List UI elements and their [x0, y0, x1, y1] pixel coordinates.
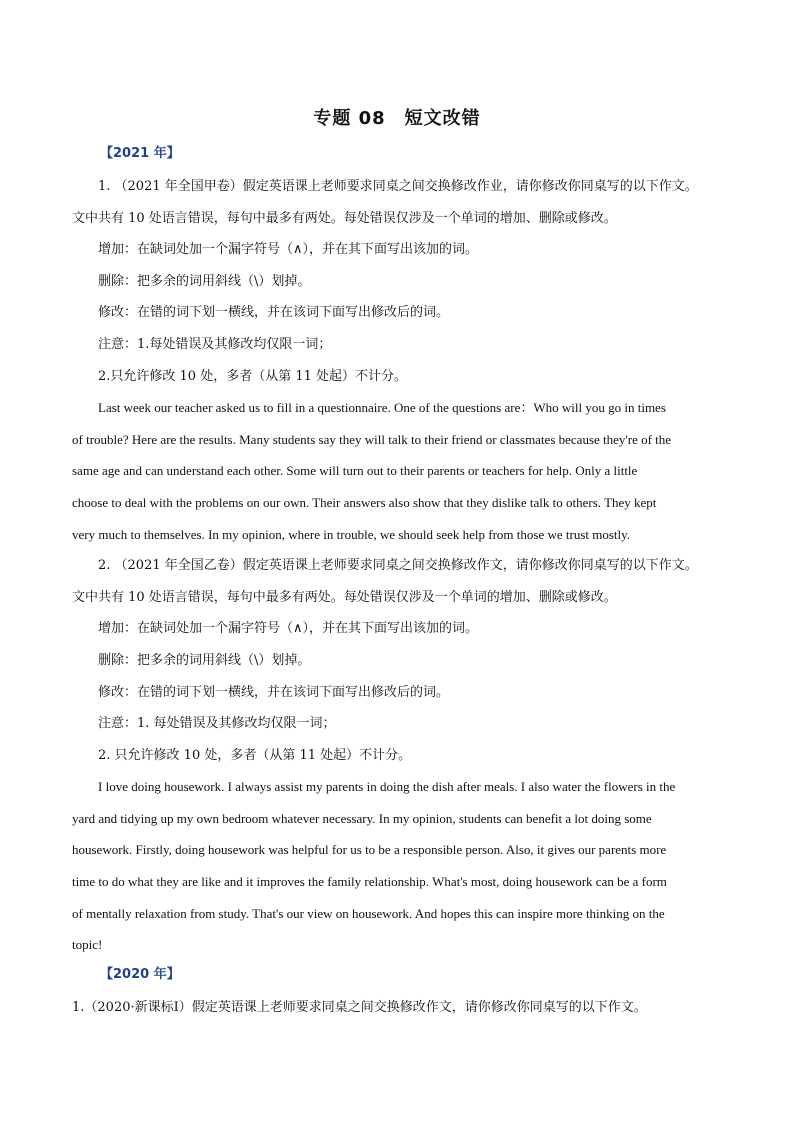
passage-line: housework. Firstly, doing housework was helpful for us to be a responsible person. Also, it gives our parents more: [72, 842, 667, 858]
instruction-delete: 删除：把多余的词用斜线（\）划掉。: [98, 652, 311, 668]
question-1-2021: [72, 171, 726, 550]
question-2-2021: [72, 550, 726, 961]
section-header-2020: 【2020 年】: [100, 966, 180, 982]
passage-line: time to do what they are like and it improves the family relationship. What's most, doing housework can be a form: [72, 874, 667, 890]
note-1: 注意：1.每处错误及其修改均仅限一词；: [98, 336, 332, 352]
passage-line: topic!: [72, 937, 103, 953]
instruction-modify: 修改：在错的词下划一横线，并在该词下面写出修改后的词。: [98, 305, 450, 321]
note-2: 2. 只允许修改 10 处，多者（从第 11 处起）不计分。: [98, 747, 412, 763]
passage-line: of mentally relaxation from study. That's our view on housework. And hopes this can inspire more thinking on the: [72, 905, 665, 921]
passage-line: yard and tidying up my own bedroom whatever necessary. In my opinion, students can benefit a lot doing some: [72, 810, 652, 826]
question-1-2020: [72, 992, 726, 1024]
passage-line: same age and can understand each other. Some will turn out to their parents or teachers for help. Only a little: [72, 463, 638, 479]
instruction-add: 增加：在缺词处加一个漏字符号（∧），并在其下面写出该加的词。: [98, 242, 479, 258]
instruction-line: 文中共有 10 处语言错误，每句中最多有两处。每处错误仅涉及一个单词的增加、删除或修改。: [72, 210, 617, 226]
passage: [72, 392, 726, 550]
question-prompt: 2. （2021 年全国乙卷）假定英语课上老师要求同桌之间交换修改作文，请你修改你同桌写的以下作文。: [98, 558, 698, 574]
note-2: 2.只允许修改 10 处，多者（从第 11 处起）不计分。: [98, 368, 408, 384]
document-body: [72, 140, 726, 1023]
note-1: 注意：1. 每处错误及其修改均仅限一词；: [98, 716, 336, 732]
question-prompt: 1.（2020·新课标Ⅰ）假定英语课上老师要求同桌之间交换修改作文，请你修改你同桌写的以下作文。: [72, 999, 647, 1015]
instruction-add: 增加：在缺词处加一个漏字符号（∧），并在其下面写出该加的词。: [98, 621, 479, 637]
passage-line: of trouble? Here are the results. Many students say they will talk to their friend or classmates because they're of the: [72, 431, 672, 447]
instruction-line: 文中共有 10 处语言错误，每句中最多有两处。每处错误仅涉及一个单词的增加、删除或修改。: [72, 589, 617, 605]
page-title: 专题 08 短文改错: [313, 108, 481, 129]
instruction-modify: 修改：在错的词下划一横线，并在该词下面写出修改后的词。: [98, 684, 450, 700]
passage-line: Last week our teacher asked us to fill in a questionnaire. One of the questions are：Who will you go in times: [98, 400, 666, 416]
passage: [72, 771, 726, 961]
passage-line: I love doing housework. I always assist my parents in doing the dish after meals. I also water the flowers in the: [98, 779, 676, 795]
passage-line: choose to deal with the problems on our own. Their answers also show that they dislike talk to others. They kept: [72, 494, 657, 510]
passage-line: very much to themselves. In my opinion, where in trouble, we should seek help from those we trust mostly.: [72, 526, 631, 542]
question-prompt: 1. （2021 年全国甲卷）假定英语课上老师要求同桌之间交换修改作业，请你修改你同桌写的以下作文。: [98, 179, 698, 194]
section-header-2021: 【2021 年】: [100, 146, 180, 161]
instruction-delete: 删除：把多余的词用斜线（\）划掉。: [98, 273, 311, 289]
